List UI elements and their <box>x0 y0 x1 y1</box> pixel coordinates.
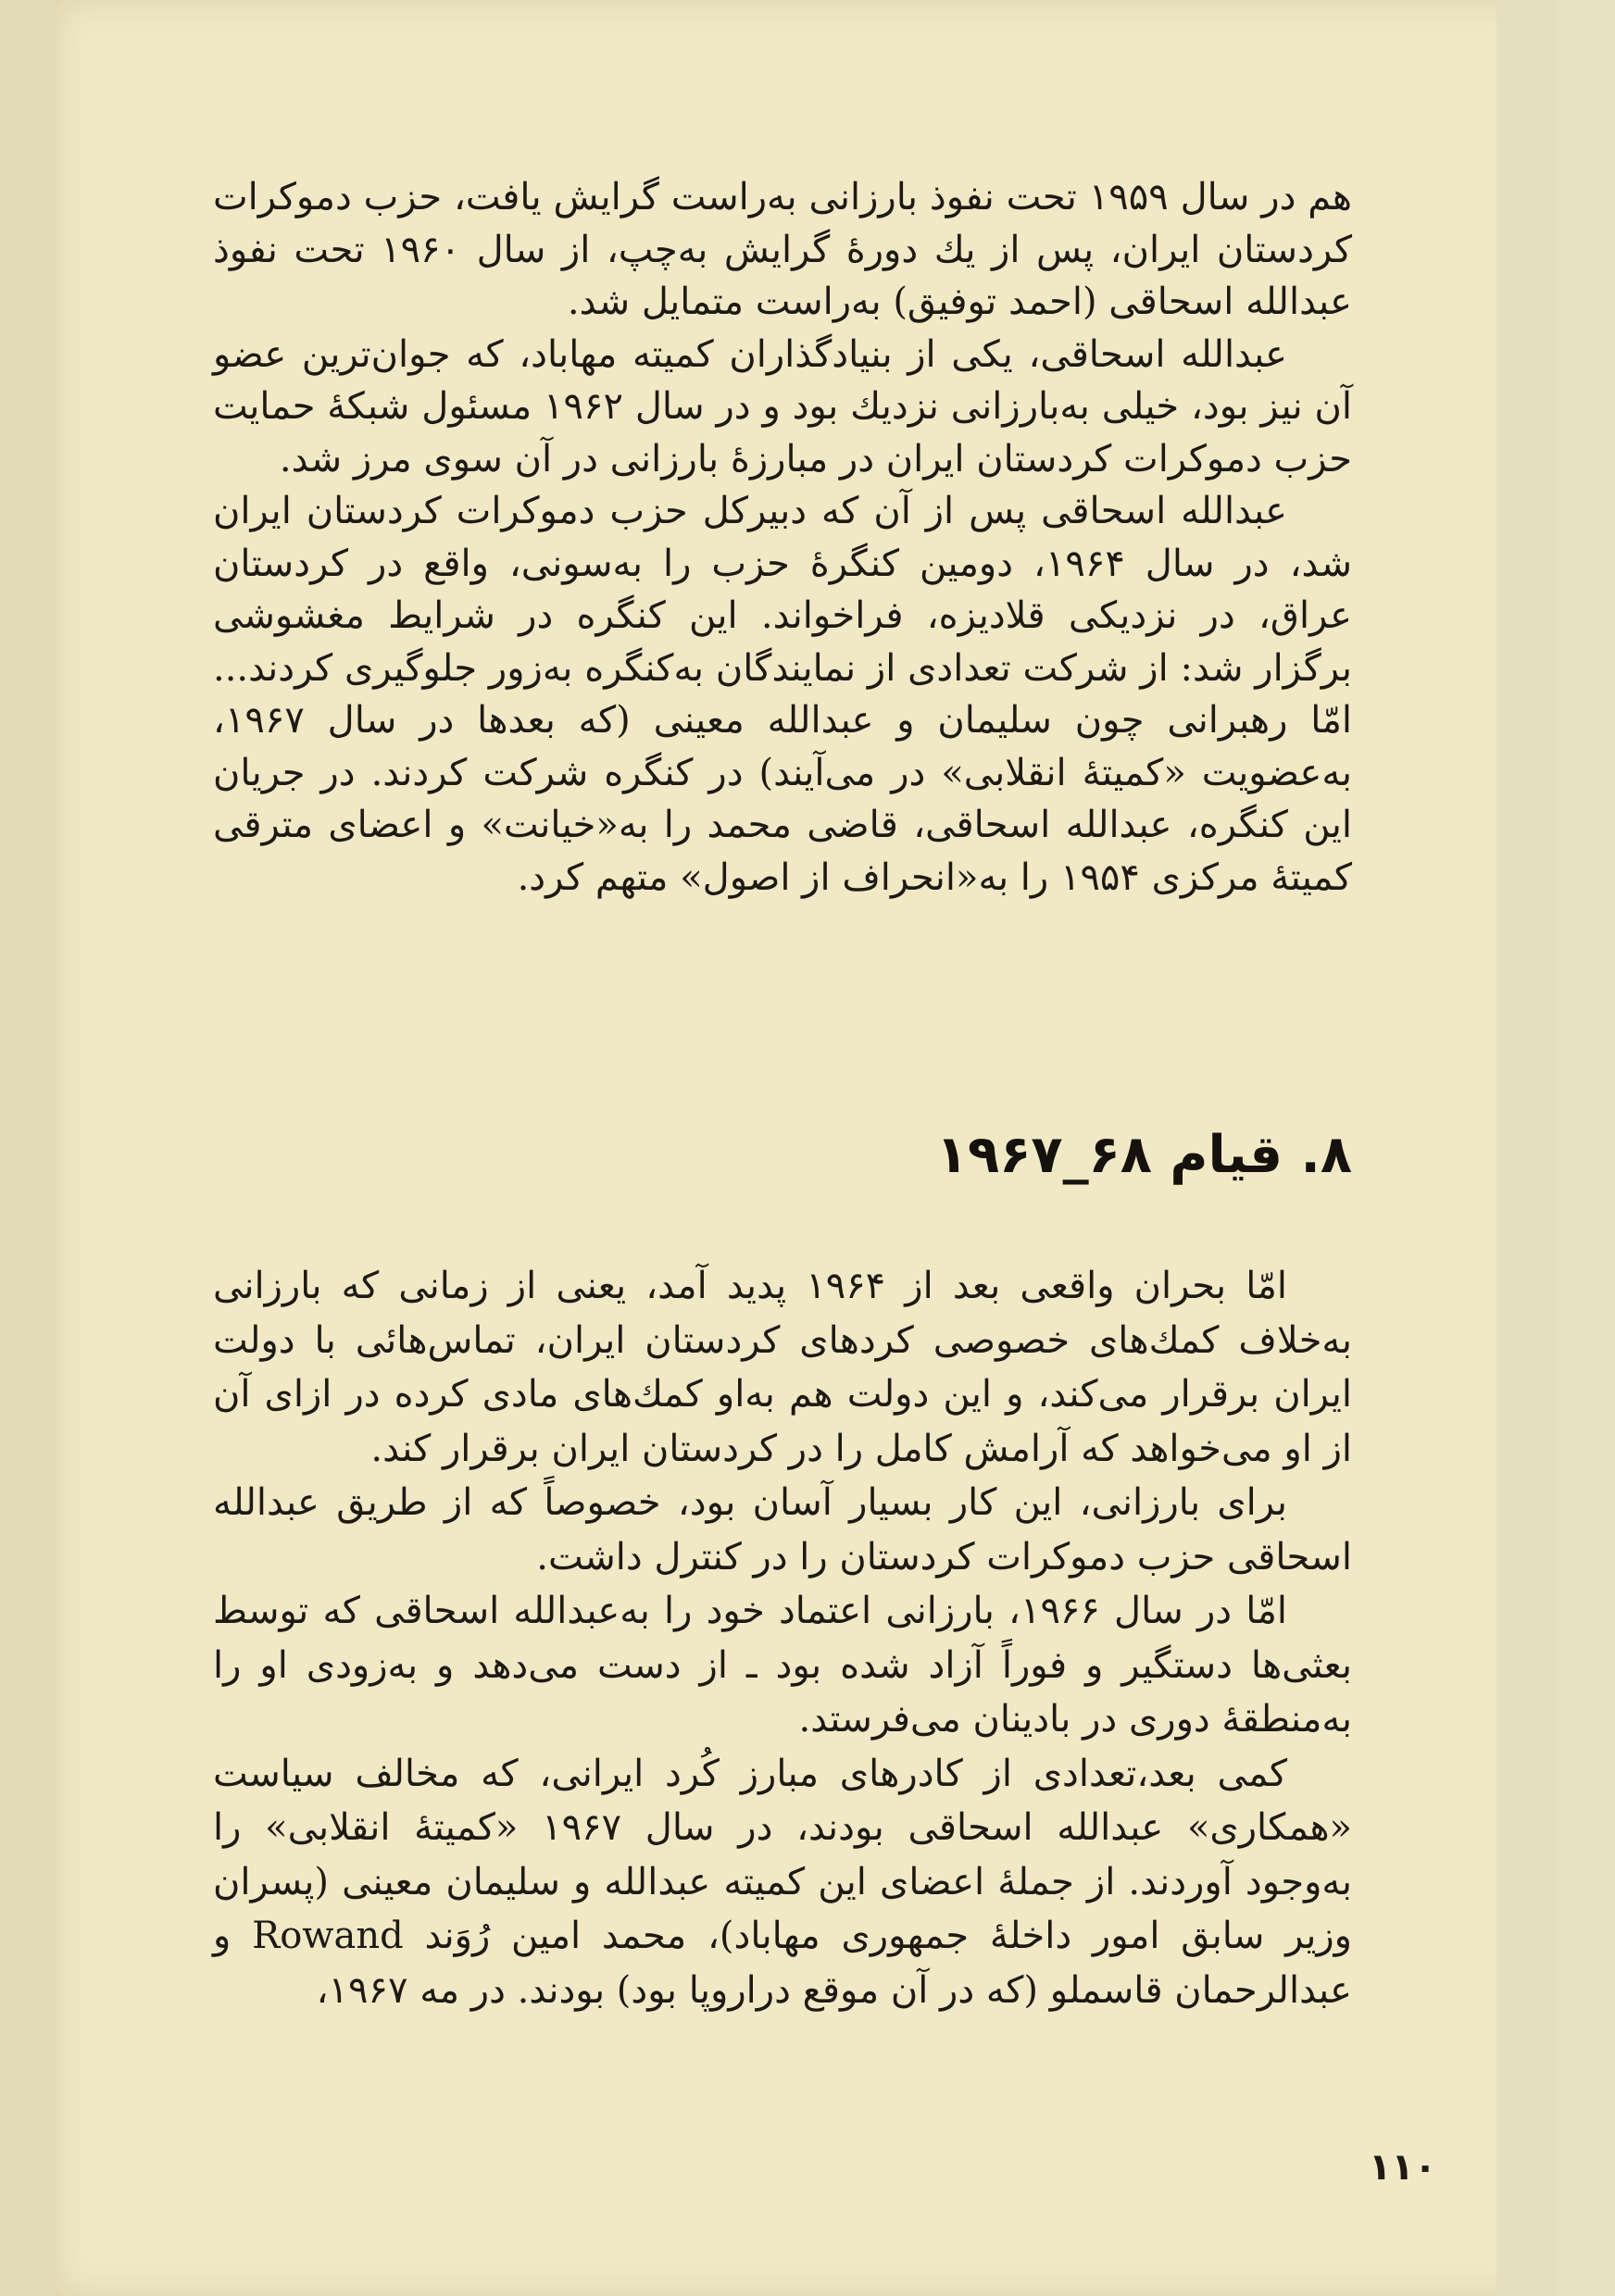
paragraph: کمی بعد،تعدادی از کادرهای مبارز کُرد ایرانی، که مخالف سیاست «همکاری» عبدالله اسحاقی بودند، در سال ۱۹۶۷ «کمیتهٔ انقلابی» را به‌وجود آوردند. از جملهٔ اعضای این کمیته عبدالله و سلیمان معینی (پسران وزیر سابق امور داخلهٔ جمهوری مهاباد)، محمد امین رُوَند Rowand و عبدالرحمان قاسملو (که در آن موقع دراروپا بود) بودند. در مه ۱۹۶۷، <box>213 1752 1353 2012</box>
paragraph: امّا در سال ۱۹۶۶، بارزانی اعتماد خود را به‌عبدالله اسحاقی که توسط بعثی‌ها دستگیر و فوراً آزاد شده بود ـ از دست می‌دهد و به‌زودی او را به‌منطقهٔ دوری در بادینان می‌فرستد. <box>213 1590 1352 1741</box>
lower-text-section <box>213 1259 1352 2017</box>
paragraph: عبدالله اسحاقی، یکی از بنیادگذاران کمیته مهاباد، که جوان‌ترین عضو آن نیز بود، خیلی به‌بارزانی نزدیك بود و در سال ۱۹۶۲ مسئول شبکهٔ حمایت حزب دموکرات کردستان ایران در مبارزهٔ بارزانی در آن سوی مرز شد. <box>213 332 1352 480</box>
upper-text-section <box>213 171 1352 904</box>
scan-left-margin <box>0 0 56 2296</box>
paragraph: امّا بحران واقعی بعد از ۱۹۶۴ پدید آمد، یعنی از زمانی که بارزانی به‌خلاف کمك‌های خصوصی کردهای کردستان ایران، تماس‌هائی با دولت ایران برقرار می‌کند، و این دولت هم به‌او کمك‌های مادی کرده در ازای آن از او می‌خواهد که آرامش کامل را در کردستان ایران برقرار کند. <box>213 1265 1352 1470</box>
page-right-edge <box>1496 0 1556 2296</box>
paragraph: عبدالله اسحاقی پس از آن که دبیرکل حزب دموکرات کردستان ایران شد، در سال ۱۹۶۴، دومین کنگرهٔ حزب را به‌سونی، واقع در کردستان عراق، در نزدیکی قلادیزه، فراخواند. این کنگره در شرایط مغشوشی برگزار شد: از شرکت تعدادی از نمایندگان به‌کنگره به‌زور جلوگیری کردند... امّا رهبرانی چون سلیمان و عبدالله معینی (که بعدها در سال ۱۹۶۷، به‌عضویت «کمیتهٔ انقلابی» در می‌آیند) در کنگره شرکت کردند. در جریان این کنگره، عبدالله اسحاقی، قاضی محمد را به«خیانت» و اعضای مترقی کمیتهٔ مرکزی ۱۹۵۴ را به«انحراف از اصول» متهم کرد. <box>213 490 1352 899</box>
section-heading: ۸. قیام ۶۸_۱۹۶۷ <box>935 1125 1352 1185</box>
paragraph: هم در سال ۱۹۵۹ تحت نفوذ بارزانی به‌راست گرایش یافت، حزب دموکرات کردستان ایران، پس از یك دورهٔ گرایش به‌چپ، از سال ۱۹۶۰ تحت نفوذ عبدالله اسحاقی (احمد توفیق) به‌راست متمایل شد. <box>213 176 1352 323</box>
page-number: ۱۱۰ <box>1369 2146 1437 2189</box>
paragraph: برای بارزانی، این کار بسیار آسان بود، خصوصاً که از طریق عبدالله اسحاقی حزب دموکرات کردستان را در کنترل داشت. <box>213 1481 1352 1578</box>
